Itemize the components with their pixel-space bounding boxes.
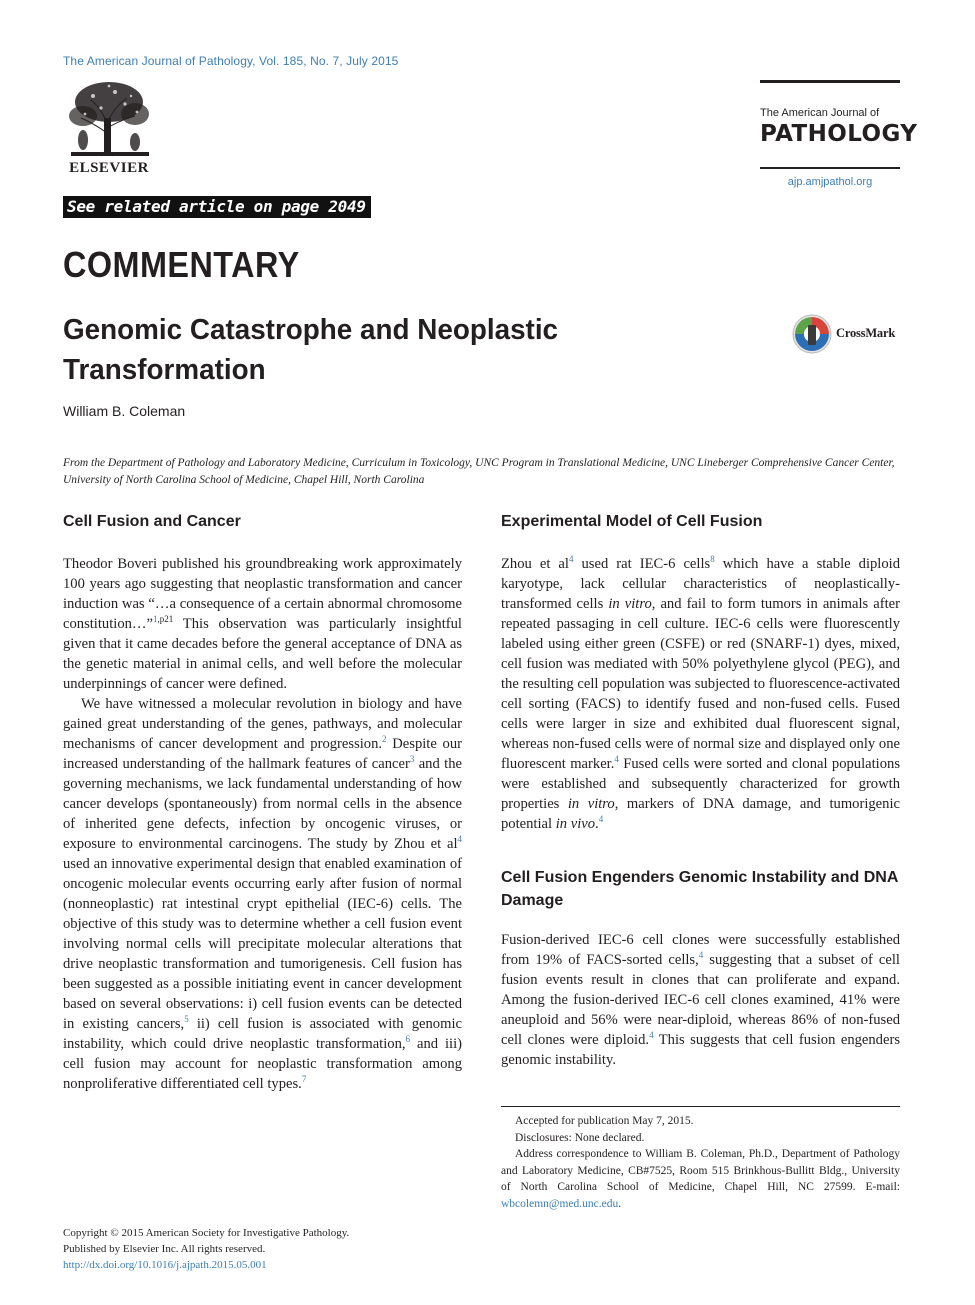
citation-link[interactable]: 4 [457, 834, 462, 845]
section-heading-genomic-instability: Cell Fusion Engenders Genomic Instability and DNA Damage [501, 869, 898, 909]
crossmark-badge[interactable] [792, 313, 904, 355]
article-title: Genomic Catastrophe and Neoplastic Transformation [63, 314, 559, 386]
citation-link[interactable]: 2 [382, 734, 387, 745]
journal-reference: The American Journal of Pathology, Vol. 185, No. 7, July 2015 [63, 54, 399, 68]
paragraph: Zhou et al$^4$ used rat IEC-6 cells$^8$ which have a stable diploid karyotype, lack cellular characteristics of neoplastically-transformed cells in vitro, and fail to form tumors in animals after repeated passaging in cell culture. IEC-6 cells were fluorescently labeled using either green (CSFE) or red (SNARF-1) dyes, mixed, cell fusion was mediated with 50% polyethylene glycol (PEG), and the resulting cell population was subjected to fluorescence-activated cell sorting (FACS) to identify fused and non-fused cells. Fused cells were larger in size and exhibited dual fluorescent signal, whereas non-fused cells were of normal size and displayed only one fluorescent marker.$^4$ Fused cells were sorted and clonal populations were established and subsequently characterized for growth properties in vitro, markers of DNA damage, and tumorigenic potential in vivo.$^4$ [501, 554, 901, 832]
publisher-line: Published by Elsevier Inc. All rights reserved. [63, 1243, 266, 1255]
paragraph: We have witnessed a molecular revolution in biology and have gained great understanding of the genes, pathways, and molecular mechanisms of cancer development and progression.$^2$ Despite our increased understanding of the hallmark features of cancer$^3$ and the governing mechanisms, we lack fundamental understanding of how cancer develops (spontaneously) from normal cells in the absence of inherited gene defects, infection by oncogenic viruses, or exposure to environmental carcinogens. The study by Zhou et al$^4$ used an innovative experimental design that enabled examination of oncogenic molecular events occurring early after fusion of normal (nonneoplastic) rat intestinal crypt epithelial (IEC-6) cells. The objective of this study was to determine whether a cell fusion event involving normal cells will precipitate molecular alterations that drive neoplastic transformation and tumorigenesis. Cell fusion has been suggested as a possible initiating event in cancer development based on several observations: i) cell fusion events can be detected in existing cancers,$^5$ ii) cell fusion is associated with genomic instability, which could drive neoplastic transformation,$^6$ and iii) cell fusion may account for neoplastic transformation among nonproliferative differentiated cell types.$^7$ [63, 696, 463, 1092]
copyright-block [63, 1225, 349, 1273]
crossmark-icon [792, 313, 832, 355]
paragraph: Fusion-derived IEC-6 cell clones were successfully established from 19% of FACS-sorted cells,$^4$ suggesting that a subset of cell fusion events result in clones that can proliferate and expand. Among the fusion-derived IEC-6 cell clones examined, 41% were aneuploid and 56% were near-diploid, whereas 86% of non-fused cell clones were diploid.$^4$ This suggests that cell fusion engenders genomic instability. [501, 932, 900, 1068]
citation-link[interactable]: 6 [405, 1034, 411, 1045]
correspondence-address: Address correspondence to William B. Coleman, Ph.D., Department of Pathology and Laboratory Medicine, CB#7525, Room 515 Brinkhous-Bullitt Bldg., University of North Carolina School of Medicine, Chapel Hill, NC 27599. E-mail: wbcolemn@med.unc.edu. [501, 1148, 900, 1210]
copyright-line: Copyright © 2015 American Society for Investigative Pathology. [63, 1227, 350, 1239]
journal-brand [760, 80, 918, 188]
brand-subtitle: The American Journal of [760, 107, 880, 119]
journal-url-link[interactable]: ajp.amjpathol.org [787, 176, 873, 188]
left-column [63, 510, 462, 1094]
paragraph: Theodor Boveri published his groundbreaking work approximately 100 years ago suggesting that neoplastic transformation and cancer induction was “…a consequence of a certain abnormal chromosome constitution…”$^{1,p21}$ This observation was particularly insightful given that it came decades before the general acceptance of DNA as the genetic material in animal cells, and well before the molecular underpinnings of cancer were defined. [63, 556, 462, 692]
email-link[interactable]: wbcolemn@med.unc.edu [501, 1197, 619, 1210]
section-heading-experimental-model: Experimental Model of Cell Fusion [501, 513, 763, 530]
citation-link[interactable]: 3 [409, 754, 415, 765]
brand-bottom-rule [760, 167, 900, 169]
related-article-banner[interactable]: See related article on page 2049 [63, 196, 371, 218]
accepted-date: Accepted for publication May 7, 2015. [515, 1115, 694, 1127]
article-type-label: COMMENTARY [63, 244, 300, 285]
crossmark-label: CrossMark [836, 326, 896, 340]
author-affiliation: From the Department of Pathology and Laboratory Medicine, Curriculum in Toxicology, UNC Program in Translational Medicine, UNC Lineberger Comprehensive Cancer Center, University of North Carolina School of Medicine, Chapel Hill, North Carolina [63, 457, 895, 486]
citation-page: ,p21 [157, 614, 174, 625]
article-footnote [501, 1106, 900, 1212]
citation-link[interactable]: 5 [184, 1014, 189, 1025]
disclosures: Disclosures: None declared. [515, 1131, 645, 1144]
brand-top-rule [760, 80, 900, 83]
section-heading-cell-fusion-cancer: Cell Fusion and Cancer [63, 513, 241, 530]
author-name: William B. Coleman [63, 403, 186, 419]
citation-link[interactable]: 4 [568, 554, 574, 565]
citation-link[interactable]: 4 [649, 1030, 654, 1041]
citation-link[interactable]: 4 [614, 754, 619, 765]
right-column [501, 510, 900, 1070]
citation-link[interactable]: 8 [710, 554, 715, 565]
citation-link[interactable]: 1 [153, 614, 158, 625]
citation-link[interactable]: 4 [598, 814, 604, 825]
citation-link[interactable]: 7 [301, 1074, 307, 1085]
elsevier-wordmark: ELSEVIER [69, 160, 149, 176]
brand-title: PATHOLOGY [760, 121, 918, 147]
doi-link[interactable]: http://dx.doi.org/10.1016/j.ajpath.2015.05.001 [63, 1259, 267, 1271]
citation-link[interactable]: 4 [698, 950, 704, 961]
